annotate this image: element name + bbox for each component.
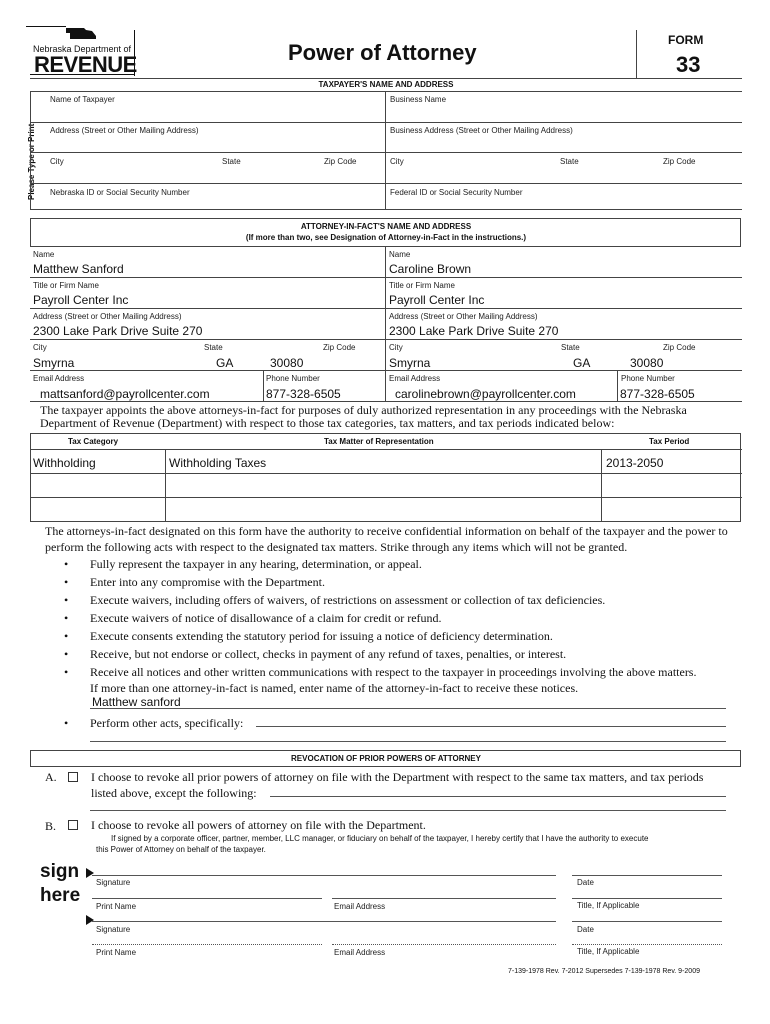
appointment-text: The taxpayer appoints the above attorneys-in-fact for purposes of duly authorized representation in any proceedings with the Nebraska Department of Revenue (Department) with respect to those tax categories, tax matters, and tax periods indicated below: xyxy=(40,403,687,430)
attorney1-name-label: Name xyxy=(33,250,55,259)
revocation-b-letter: B. xyxy=(45,819,57,833)
attorney1-phone-label: Phone Number xyxy=(266,374,320,383)
attorney2-address[interactable]: 2300 Lake Park Drive Suite 270 xyxy=(389,324,559,338)
signature-2-label: Signature xyxy=(96,925,131,934)
title-2-line[interactable] xyxy=(572,944,722,945)
agency-name: Nebraska Department of xyxy=(33,44,132,54)
attorney1-city[interactable]: Smyrna xyxy=(33,356,75,370)
sign-arrow-icon xyxy=(86,868,94,878)
revocation-exceptions-field[interactable] xyxy=(270,796,726,797)
date-2-line[interactable] xyxy=(572,921,722,922)
email-2-label: Email Address xyxy=(334,948,386,957)
attorney2-email[interactable]: carolinebrown@payrollcenter.com xyxy=(395,387,576,401)
business-address-label: Business Address (Street or Other Mailing Address) xyxy=(390,126,573,135)
attorney1-email[interactable]: mattsanford@payrollcenter.com xyxy=(40,387,210,401)
attorney1-city-label: City xyxy=(33,343,47,352)
notice-instruction: If more than one attorney-in-fact is named, enter name of the attorney-in-fact to receive these notices. xyxy=(90,681,579,695)
date-1-label: Date xyxy=(577,878,594,887)
tax-period-cell[interactable]: 2013-2050 xyxy=(606,456,664,470)
title-1-line[interactable] xyxy=(572,898,722,899)
email-2-line[interactable] xyxy=(332,944,556,945)
attorney2-email-label: Email Address xyxy=(389,374,441,383)
form-number: 33 xyxy=(676,52,701,77)
federal-id-label: Federal ID or Social Security Number xyxy=(390,188,523,197)
attorney2-firm[interactable]: Payroll Center Inc xyxy=(389,293,485,307)
taxpayer-address-label: Address (Street or Other Mailing Address) xyxy=(50,126,199,135)
authority-item: • Enter into any compromise with the Department. xyxy=(64,575,325,589)
attorney2-state-label: State xyxy=(561,343,580,352)
attorney2-city[interactable]: Smyrna xyxy=(389,356,431,370)
attorney1-state-label: State xyxy=(204,343,223,352)
taxpayer-city-label: City xyxy=(50,157,64,166)
attorney1-address-label: Address (Street or Other Mailing Address) xyxy=(33,312,182,321)
certification-line-2: this Power of Attorney on behalf of the taxpayer. xyxy=(96,845,266,854)
certification-line-1: If signed by a corporate officer, partner, member, LLC manager, or fiduciary on behalf of the taxpayer, I hereby certify that I have the authority to execute xyxy=(111,834,649,843)
business-name-label: Business Name xyxy=(390,95,447,104)
business-state-label: State xyxy=(560,157,579,166)
attorney1-zip-label: Zip Code xyxy=(323,343,356,352)
signature-1-label: Signature xyxy=(96,878,131,887)
form-label: FORM xyxy=(668,33,704,47)
attorney2-city-label: City xyxy=(389,343,403,352)
authority-item: • Receive, but not endorse or collect, checks in payment of any refund of taxes, penalties, or interest. xyxy=(64,647,567,661)
attorney1-name[interactable]: Matthew Sanford xyxy=(33,262,124,276)
attorney-section-title: ATTORNEY-IN-FACT'S NAME AND ADDRESS xyxy=(300,222,472,231)
attorney2-phone-label: Phone Number xyxy=(621,374,675,383)
attorney-section-subtitle: (If more than two, see Designation of Attorney-in-Fact in the instructions.) xyxy=(245,233,527,242)
form-revision-footer: 7-139-1978 Rev. 7-2012 Supersedes 7-139-1978 Rev. 9-2009 xyxy=(508,968,700,975)
attorney2-name-label: Name xyxy=(389,250,411,259)
print-name-1-line[interactable] xyxy=(92,898,322,899)
attorney1-address[interactable]: 2300 Lake Park Drive Suite 270 xyxy=(33,324,203,338)
title-2-label: Title, If Applicable xyxy=(577,947,640,956)
ne-id-label: Nebraska ID or Social Security Number xyxy=(50,188,190,197)
title-1-label: Title, If Applicable xyxy=(577,901,640,910)
tax-matter-header: Tax Matter of Representation xyxy=(324,437,434,446)
authority-item: • Execute waivers, including offers of waivers, of restrictions on assessment or collection of tax deficiencies. xyxy=(64,593,606,607)
signature-1-line[interactable] xyxy=(92,875,556,876)
signature-2-line[interactable] xyxy=(92,921,556,922)
revocation-a-text-1: I choose to revoke all prior powers of attorney on file with the Department with respect to the same tax matters, and tax periods xyxy=(91,770,704,784)
nebraska-state-icon xyxy=(64,26,98,40)
sign-arrow-icon xyxy=(86,915,94,925)
email-1-line[interactable] xyxy=(332,898,556,899)
attorney2-firm-label: Title or Firm Name xyxy=(389,281,455,290)
revocation-title: REVOCATION OF PRIOR POWERS OF ATTORNEY xyxy=(291,754,481,763)
attorney2-state[interactable]: GA xyxy=(573,356,591,370)
authority-item: • Execute consents extending the statutory period for issuing a notice of deficiency determination. xyxy=(64,629,553,643)
taxpayer-name-label: Name of Taxpayer xyxy=(50,95,115,104)
authority-item: • Receive all notices and other written communications with respect to the taxpayer in proceedings involving the above matters. xyxy=(64,665,697,679)
print-name-1-label: Print Name xyxy=(96,902,137,911)
notice-recipient[interactable]: Matthew sanford xyxy=(92,695,181,709)
print-name-2-label: Print Name xyxy=(96,948,137,957)
agency-revenue: REVENUE xyxy=(34,52,137,77)
attorney1-email-label: Email Address xyxy=(33,374,85,383)
revocation-b-text: I choose to revoke all powers of attorney on file with the Department. xyxy=(91,818,426,832)
attorney2-name[interactable]: Caroline Brown xyxy=(389,262,472,276)
business-city-label: City xyxy=(390,157,404,166)
date-2-label: Date xyxy=(577,925,594,934)
please-type-or-print: Please Type or Print xyxy=(27,123,36,200)
attorney1-state[interactable]: GA xyxy=(216,356,234,370)
authority-intro: The attorneys-in-fact designated on this form have the authority to receive confidential information on behalf of the taxpayer and the power to perform the following acts with respect to the designated tax matters. Strike through any items which will not be granted. xyxy=(45,524,728,554)
revoke-all-checkbox[interactable] xyxy=(68,820,78,830)
authority-item: • Fully represent the taxpayer in any hearing, determination, or appeal. xyxy=(64,557,422,571)
authority-item: • Execute waivers of notice of disallowance of a claim for credit or refund. xyxy=(64,611,442,625)
other-acts-field[interactable] xyxy=(256,726,726,727)
taxpayer-section-title: TAXPAYER'S NAME AND ADDRESS xyxy=(318,80,454,89)
attorney2-address-label: Address (Street or Other Mailing Address) xyxy=(389,312,538,321)
attorney1-phone[interactable]: 877-328-6505 xyxy=(266,387,341,401)
email-1-label: Email Address xyxy=(334,902,386,911)
tax-matter-cell[interactable]: Withholding Taxes xyxy=(169,456,267,470)
attorney1-zip[interactable]: 30080 xyxy=(270,356,304,370)
attorney2-zip[interactable]: 30080 xyxy=(630,356,664,370)
attorney2-phone[interactable]: 877-328-6505 xyxy=(620,387,695,401)
agency-logo xyxy=(28,26,138,76)
taxpayer-state-label: State xyxy=(222,157,241,166)
business-zip-label: Zip Code xyxy=(663,157,696,166)
print-name-2-line[interactable] xyxy=(92,944,322,945)
sign-word: sign xyxy=(40,861,80,882)
revocation-a-letter: A. xyxy=(45,770,57,784)
tax-table xyxy=(30,433,741,522)
here-word: here xyxy=(40,885,81,906)
attorney1-firm-label: Title or Firm Name xyxy=(33,281,99,290)
revocation-a-text-2: listed above, except the following: xyxy=(91,786,257,800)
taxpayer-zip-label: Zip Code xyxy=(324,157,357,166)
date-1-line[interactable] xyxy=(572,875,722,876)
authority-item-other: • Perform other acts, specifically: xyxy=(64,716,244,730)
attorney1-firm[interactable]: Payroll Center Inc xyxy=(33,293,129,307)
attorney2-zip-label: Zip Code xyxy=(663,343,696,352)
tax-period-header: Tax Period xyxy=(649,437,690,446)
page-title: Power of Attorney xyxy=(288,40,477,65)
revoke-except-checkbox[interactable] xyxy=(68,772,78,782)
tax-category-cell[interactable]: Withholding xyxy=(33,456,96,470)
tax-category-header: Tax Category xyxy=(68,437,119,446)
